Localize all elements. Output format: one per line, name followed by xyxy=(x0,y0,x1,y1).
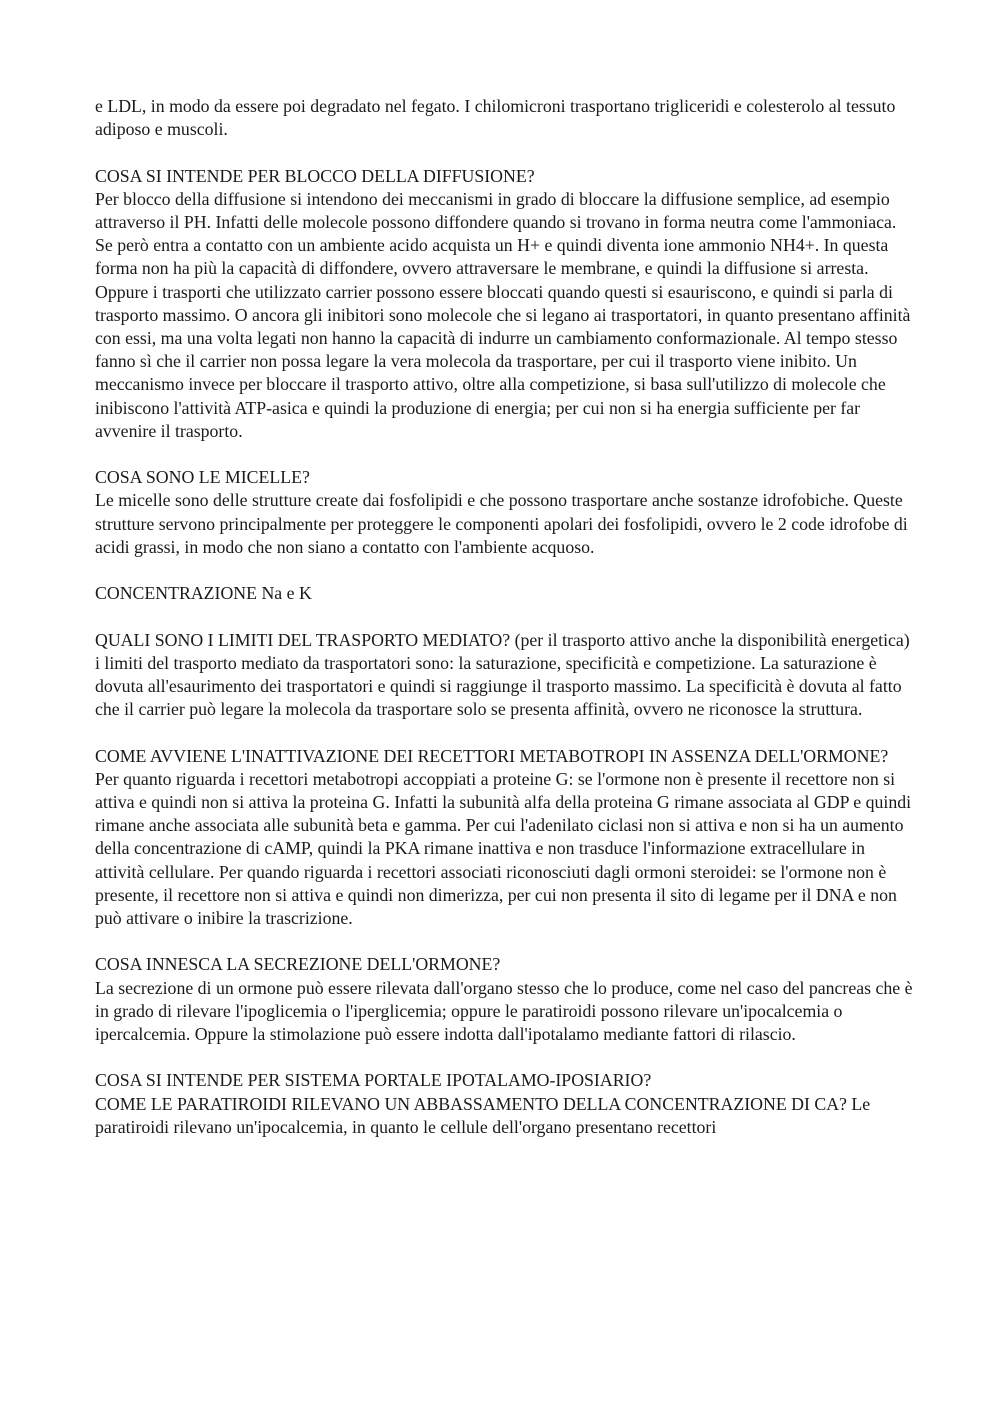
question-micelle: COSA SONO LE MICELLE? xyxy=(95,467,310,488)
qa-paratiroidi xyxy=(95,1093,915,1139)
paragraph-ldl: e LDL, in modo da essere poi degradato nel fegato. I chilomicroni trasportano trigliceridi e colesterolo al tessuto adiposo e muscoli. xyxy=(95,96,896,140)
question-concentrazione: CONCENTRAZIONE Na e K xyxy=(95,583,312,604)
qa-block-blocco-diffusione xyxy=(95,165,915,443)
answer-paratiroidi: Le paratiroidi rilevano un'ipocalcemia, in quanto le cellule dell'organo presentano recettori xyxy=(95,1093,871,1137)
qa-block-secrezione-ormone xyxy=(95,953,915,1046)
answer-micelle: Le micelle sono delle strutture create dai fosfolipidi e che possono trasportare anche sostanze idrofobiche. Queste strutture servono principalmente per proteggere le componenti apolari dei fosfolipidi, ovvero le 2 code idrofobe di acidi grassi, in modo che non siano a contatto con l'ambiente acquoso. xyxy=(95,490,908,557)
text-block-ldl xyxy=(95,95,915,141)
question-blocco-diffusione: COSA SI INTENDE PER BLOCCO DELLA DIFFUSIONE? xyxy=(95,165,535,186)
document-page xyxy=(95,95,915,1162)
qa-block-sistema-portale xyxy=(95,1069,915,1139)
qa-block-recettori-metabotropi xyxy=(95,745,915,931)
qa-block-limiti-trasporto xyxy=(95,629,915,722)
answer-secrezione-ormone: La secrezione di un ormone può essere rilevata dall'organo stesso che lo produce, come nel caso del pancreas che è in grado di rilevare l'ipoglicemia o l'iperglicemia; oppure le paratiroidi possono rilevare un'ipocalcemia o ipercalcemia. Oppure la stimolazione può essere indotta dall'ipotalamo mediante fattori di rilascio. xyxy=(95,977,913,1045)
question-limiti-trasporto: QUALI SONO I LIMITI DEL TRASPORTO MEDIATO? (per il trasporto attivo anche la disponibilità energetica) xyxy=(95,629,910,650)
question-sistema-portale: COSA SI INTENDE PER SISTEMA PORTALE IPOTALAMO-IPOSIARIO? xyxy=(95,1070,652,1091)
answer-recettori-metabotropi: Per quanto riguarda i recettori metabotropi accoppiati a proteine G: se l'ormone non è presente il recettore non si attiva e quindi non si attiva la proteina G. Infatti la subunità alfa della proteina G rimane associata al GDP e quindi rimane anche associata alle subunità beta e gamma. Per cui l'adenilato ciclasi non si attiva e non si ha un aumento della concentrazione di cAMP, quindi la PKA rimane inattiva e non trasduce l'informazione extracellulare in attività cellulare. Per quando riguarda i recettori associati riconosciuti dagli ormoni steroidei: se l'ormone non è presente, il recettore non si attiva e quindi non dimerizza, per cui non presenta il sito di legame per il DNA e non può attivare o inibire la trascrizione. xyxy=(95,768,912,929)
qa-block-micelle xyxy=(95,466,915,559)
answer-limiti-trasporto: i limiti del trasporto mediato da trasportatori sono: la saturazione, specificità e competizione. La saturazione è dovuta all'esaurimento dei trasportatori e quindi si raggiunge il trasporto massimo. La specificità è dovuta al fatto che il carrier può legare la molecola da trasportare solo se presenta affinità, ovvero ne riconosce la struttura. xyxy=(95,652,902,720)
question-recettori-metabotropi: COME AVVIENE L'INATTIVAZIONE DEI RECETTORI METABOTROPI IN ASSENZA DELL'ORMONE? xyxy=(95,745,889,766)
answer-blocco-diffusione: Per blocco della diffusione si intendono dei meccanismi in grado di bloccare la diffusione semplice, ad esempio attraverso il PH. Infatti delle molecole possono diffondere quando si trovano in forma neutra come l'ammoniaca. Se però entra a contatto con un ambiente acido acquista un H+ e quindi diventa ione ammonio NH4+. In questa forma non ha più la capacità di diffondere, ovvero attraversare le membrane, e quindi la diffusione si arresta. Oppure i trasporti che utilizzato carrier possono essere bloccati quando questi si esauriscono, e quindi si parla di trasporto massimo. O ancora gli inibitori sono molecole che si legano ai trasportatori, in quanto presentano affinità con essi, ma una volta legati non hanno la capacità di indurre un cambiamento conformazionale. Al tempo stesso fanno sì che il carrier non possa legare la vera molecola da trasportare, per cui il trasporto viene inibito. Un meccanismo invece per bloccare il trasporto attivo, oltre alla competizione, si basa sull'utilizzo di molecole che inibiscono l'attività ATP-asica e quindi la produzione di energia; per cui non si ha energia sufficiente per far avvenire il trasporto. xyxy=(95,188,911,441)
question-secrezione-ormone: COSA INNESCA LA SECREZIONE DELL'ORMONE? xyxy=(95,954,501,975)
question-paratiroidi: COME LE PARATIROIDI RILEVANO UN ABBASSAMENTO DELLA CONCENTRAZIONE DI CA? xyxy=(95,1093,847,1114)
qa-block-concentrazione xyxy=(95,582,915,605)
